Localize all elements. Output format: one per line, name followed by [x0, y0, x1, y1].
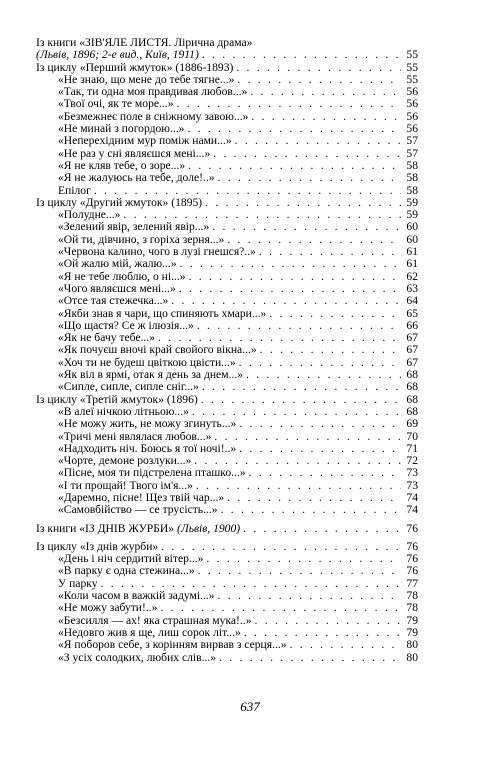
page-number: 63: [406, 281, 418, 295]
toc-entry-title: «Безсилля — ах! яка страшная мука!..»: [58, 613, 252, 627]
toc-entry[interactable]: [36, 504, 418, 516]
toc-entry[interactable]: [36, 344, 418, 356]
toc-entry[interactable]: [36, 602, 418, 614]
toc-entry-title: «Коли часом в важкій задумі...»: [58, 589, 215, 603]
page-number: 73: [406, 478, 418, 492]
page-number: 74: [406, 490, 418, 504]
page-number: 71: [406, 441, 418, 455]
page-number: 79: [406, 625, 418, 639]
book-heading-year: (Львів, 1900): [177, 521, 241, 535]
page-number: 68: [406, 368, 418, 382]
cycle-heading-title: Із циклу «Третій жмуток» (1896): [36, 392, 198, 406]
toc-entry-title: У парку: [58, 576, 98, 590]
dot-leader: [177, 98, 401, 110]
page-number: 76: [406, 552, 418, 566]
page-number: 60: [406, 232, 418, 246]
book-heading[interactable]: [36, 523, 418, 535]
cycle-items: [36, 74, 418, 197]
dot-leader: [227, 492, 401, 504]
page-number: 78: [406, 601, 418, 615]
toc-entry-title: «Якби знав я чари, що спиняють хмари...»: [58, 306, 267, 320]
page-number: 57: [406, 134, 418, 148]
dot-leader: [213, 148, 401, 160]
dot-leader: [269, 308, 401, 320]
toc-entry-title: «Безмежнеє поле в сніжному завою...»: [58, 109, 249, 123]
toc-entry[interactable]: [36, 639, 418, 651]
dot-leader: [221, 504, 401, 516]
toc-entry-title: «Як не бачу тебе...»: [58, 331, 156, 345]
page-number: 61: [406, 245, 418, 259]
dot-leader: [260, 344, 401, 356]
page-number: 79: [406, 613, 418, 627]
dot-leader: [243, 523, 401, 535]
dot-leader: [205, 197, 401, 209]
page-number: 56: [406, 85, 418, 99]
toc-entry-title: «Не можу забути!..»: [58, 601, 158, 615]
toc-entry[interactable]: [36, 258, 418, 270]
dot-leader: [255, 615, 402, 627]
page-number: 61: [406, 257, 418, 271]
page-number: 69: [406, 417, 418, 431]
toc-entry-title: «Ой ти, дівчино, з горіха зерня...»: [58, 232, 225, 246]
toc-entry-title: «З усіх солодких, любих слів...»: [58, 650, 217, 664]
dot-leader: [249, 467, 401, 479]
page-number: 78: [406, 589, 418, 603]
toc-entry[interactable]: [36, 652, 418, 664]
toc-entry-title: «Не минай з погордою...»: [58, 122, 185, 136]
page-number: 58: [406, 158, 418, 172]
page-number: 66: [406, 318, 418, 332]
toc-entry-title: «Пісне, моя ти підстрелена пташко...»: [58, 466, 246, 480]
page-number: 64: [406, 294, 418, 308]
toc-entry-title: «Отсе тая стежечка...»: [58, 294, 169, 308]
toc-entry[interactable]: [36, 185, 418, 197]
dot-leader: [212, 221, 401, 233]
toc-entry-title: «Так, ти одна моя правдивая любов...»: [58, 85, 248, 99]
page-number: 62: [406, 269, 418, 283]
toc-entry[interactable]: [36, 295, 418, 307]
toc-entry-title: «Я поборов себе, з корінням вирвав з серця...»: [58, 638, 287, 652]
dot-leader: [218, 172, 401, 184]
page-number: 59: [406, 195, 418, 209]
dot-leader: [196, 480, 401, 492]
page-number: 58: [406, 183, 418, 197]
toc-entry-title: «Як почуєш вночі край свойого вікна...»: [58, 343, 257, 357]
dot-leader: [188, 160, 401, 172]
toc-entry[interactable]: [36, 467, 418, 479]
cycle-heading-title: Із циклу «Із днів журби»: [36, 539, 159, 553]
toc-entry-title: «Твої очі, як те море...»: [58, 97, 174, 111]
dot-leader: [180, 258, 401, 270]
toc-entry-title: Епілог: [58, 183, 91, 197]
dot-leader: [189, 271, 401, 283]
page-number: 68: [406, 392, 418, 406]
page-number: 73: [406, 466, 418, 480]
toc-entry-title: «В алеї нічкою літньою...»: [58, 404, 189, 418]
toc-entry[interactable]: [36, 431, 418, 443]
dot-leader: [239, 418, 401, 430]
page-number: 55: [406, 72, 418, 86]
page-number: 60: [406, 220, 418, 234]
page-number: 56: [406, 97, 418, 111]
toc-entry-title: «Тричі мені являлася любов...»: [58, 429, 212, 443]
cycle-items: [36, 406, 418, 517]
toc-entry-title: «Даремно, пісне! Щез твій чар...»: [58, 490, 225, 504]
dot-leader: [290, 639, 401, 651]
cycle-items: [36, 209, 418, 393]
dot-leader: [201, 394, 401, 406]
page-number: 76: [406, 539, 418, 553]
toc-entry-title: «Не знаю, що мене до тебе тягне...»: [58, 72, 235, 86]
page-number: 55: [406, 48, 418, 62]
dot-leader: [219, 652, 401, 664]
page-number: 70: [406, 429, 418, 443]
page-number: 67: [406, 355, 418, 369]
page-number: 67: [406, 343, 418, 357]
book-heading-title: Із книги «ІЗ ДНІВ ЖУРБИ» (Львів, 1900): [36, 521, 241, 535]
page-number: 57: [406, 146, 418, 160]
toc-entry-title: «В парку є одна стежина...»: [58, 564, 195, 578]
page-number: 72: [406, 454, 418, 468]
dot-leader: [251, 111, 401, 123]
page-number: 55: [406, 60, 418, 74]
toc-entry-title: «Чого являєшся мені...»: [58, 281, 176, 295]
toc-entry[interactable]: [36, 221, 418, 233]
page-number: 77: [406, 576, 418, 590]
toc-entry-title: «Червона калино, чого в лузі гнешся?..»: [58, 245, 256, 259]
dot-leader: [160, 602, 401, 614]
toc-entry-title: «Я не кляв тебе, о зоре...»: [58, 158, 186, 172]
toc-entry[interactable]: [36, 98, 418, 110]
toc-entry-title: «Надходить ніч. Боюсь я тої ночі!..»: [58, 441, 237, 455]
cycle-heading-title: Із циклу «Другий жмуток» (1895): [36, 195, 203, 209]
dot-leader: [206, 553, 401, 565]
toc-entry-title: «Чорте, демоне розлуки...»: [58, 454, 192, 468]
toc-entry-title: «Як віл в ярмі, отак я день за днем...»: [58, 368, 244, 382]
toc-entry-title: «Не можу жить, не можу згинуть...»: [58, 417, 237, 431]
dot-leader: [218, 590, 401, 602]
toc-entry-title: «І ти прощай! Твого ім'я...»: [58, 478, 193, 492]
toc-entry[interactable]: [36, 418, 418, 430]
dot-leader: [198, 565, 401, 577]
toc-entry-title: «Я не тебе люблю, о ні...»: [58, 269, 186, 283]
toc-entry-title: «Полудне...»: [58, 208, 121, 222]
toc-entry-title: «Що щастя? Се ж ілюзія...»: [58, 318, 194, 332]
book-heading-subtitle-row[interactable]: [36, 49, 418, 61]
page-number: 59: [406, 208, 418, 222]
toc-entry[interactable]: [36, 381, 418, 393]
page-number: 67: [406, 331, 418, 345]
toc-entry-title: «Непереxідним мур поміж нами...»: [58, 134, 232, 148]
page-number: 58: [406, 171, 418, 185]
dot-leader: [235, 135, 401, 147]
toc-entry-title: «Я не жалуюсь на тебе, доле!..»: [58, 171, 215, 185]
dot-leader: [259, 246, 401, 258]
page-number: 76: [406, 564, 418, 578]
dot-leader: [239, 443, 401, 455]
page-number: 80: [406, 638, 418, 652]
page-number: 68: [406, 380, 418, 394]
toc-entry-title: «Хоч ти не будеш цвіткою цвісти...»: [58, 355, 236, 369]
dot-leader: [202, 381, 401, 393]
book-heading-subtitle: (Львів, 1896; 2-е вид., Київ, 1911): [36, 48, 199, 62]
dot-leader: [171, 295, 401, 307]
page-number: 56: [406, 122, 418, 136]
dot-leader: [239, 357, 401, 369]
page-number: 76: [406, 521, 418, 535]
page-footer-number: 637: [240, 699, 260, 714]
toc-entry-title: «Сипле, сипле, сипле сніг...»: [58, 380, 199, 394]
dot-leader: [214, 431, 401, 443]
dot-leader: [197, 320, 401, 332]
page-number: 80: [406, 650, 418, 664]
page-number: 56: [406, 109, 418, 123]
cycle-items: [36, 553, 418, 664]
toc-entry-title: «Ой жалю мій, жалю...»: [58, 257, 177, 271]
table-of-contents: [36, 37, 418, 664]
toc-entry[interactable]: [36, 565, 418, 577]
dot-leader: [94, 185, 401, 197]
book-heading-title: Із книги «ЗІВ'ЯЛЕ ЛИСТЯ. Лірична драма»: [36, 36, 253, 49]
dot-leader: [179, 283, 401, 295]
page-number: 68: [406, 404, 418, 418]
toc-entry-title: «Недовго жив я ще, лиш сорок літ...»: [58, 625, 241, 639]
toc-entry-title: «Зелений явір, зелений явір...»: [58, 220, 210, 234]
dot-leader: [236, 62, 401, 74]
toc-entry-title: «Самовбійство — се трусість...»: [58, 503, 218, 517]
dot-leader: [237, 74, 401, 86]
page-number: 65: [406, 306, 418, 320]
toc-entry-title: «День і ніч сердитий вітер...»: [58, 552, 204, 566]
dot-leader: [250, 86, 401, 98]
toc-entry[interactable]: [36, 135, 418, 147]
dot-leader: [202, 49, 401, 61]
page-number: 74: [406, 503, 418, 517]
toc-entry[interactable]: [36, 172, 418, 184]
cycle-heading-title: Із циклу «Перший жмуток» (1886-1893): [36, 60, 234, 74]
toc-entry[interactable]: [36, 308, 418, 320]
toc-entry-title: «Не раз у сні являєшся мені...»: [58, 146, 211, 160]
dot-leader: [246, 369, 401, 381]
